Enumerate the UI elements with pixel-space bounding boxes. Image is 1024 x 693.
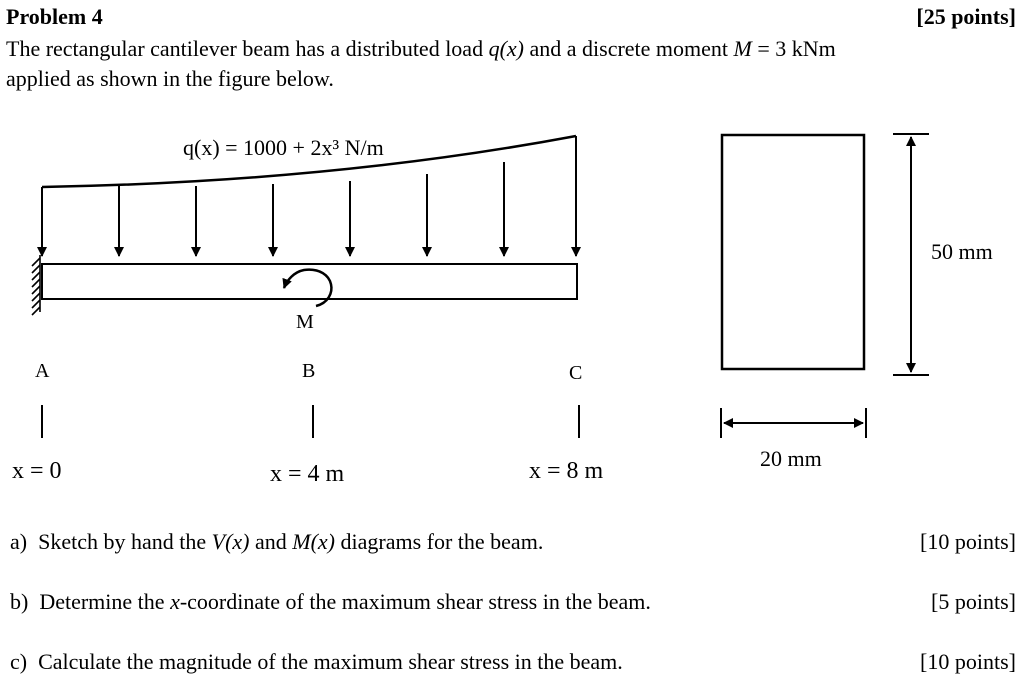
point-a-label: A xyxy=(35,360,50,382)
moment-symbol: M xyxy=(733,36,752,61)
question-b-points: [5 points] xyxy=(931,589,1016,614)
width-label: 20 mm xyxy=(760,446,822,471)
load-label: q(x) = 1000 + 2x³ N/m xyxy=(183,135,384,160)
problem-points: [25 points] xyxy=(916,4,1016,29)
question-b-text-2: -coordinate of the maximum shear stress in the beam. xyxy=(179,589,651,614)
question-a xyxy=(10,531,543,553)
question-c-text: Calculate the magnitude of the maximum shear stress in the beam. xyxy=(38,649,623,674)
intro-text-1: The rectangular cantilever beam has a distributed load xyxy=(6,36,489,61)
question-c-points: [10 points] xyxy=(920,649,1016,674)
question-a-text-3: diagrams for the beam. xyxy=(335,529,544,554)
question-b xyxy=(10,591,651,613)
mx-symbol: M(x) xyxy=(292,529,335,554)
question-b-prefix: b) xyxy=(10,589,29,614)
problem-title: Problem 4 xyxy=(6,4,103,29)
moment-value: = 3 kNm xyxy=(751,36,836,61)
intro-text-2: and a discrete moment xyxy=(524,36,734,61)
point-b-label: B xyxy=(302,360,316,382)
question-a-text-1: Sketch by hand the xyxy=(38,529,212,554)
x-symbol: x xyxy=(170,589,180,614)
fixed-support xyxy=(32,255,40,315)
question-b-text-1: Determine the xyxy=(39,589,171,614)
qx-symbol: q(x) xyxy=(488,36,524,61)
x-a-label: x = 0 xyxy=(12,458,62,484)
question-c xyxy=(10,651,623,673)
question-a-text-2: and xyxy=(249,529,293,554)
vx-symbol: V(x) xyxy=(211,529,250,554)
question-c-prefix: c) xyxy=(10,649,28,674)
cross-section xyxy=(722,135,864,369)
intro-line-2: applied as shown in the figure below. xyxy=(6,66,334,91)
moment-label: M xyxy=(296,311,314,333)
height-label: 50 mm xyxy=(931,239,993,264)
question-a-prefix: a) xyxy=(10,529,28,554)
point-c-label: C xyxy=(569,362,583,384)
x-c-label: x = 8 m xyxy=(529,458,604,484)
x-b-label: x = 4 m xyxy=(270,461,345,487)
question-a-points: [10 points] xyxy=(920,529,1016,554)
